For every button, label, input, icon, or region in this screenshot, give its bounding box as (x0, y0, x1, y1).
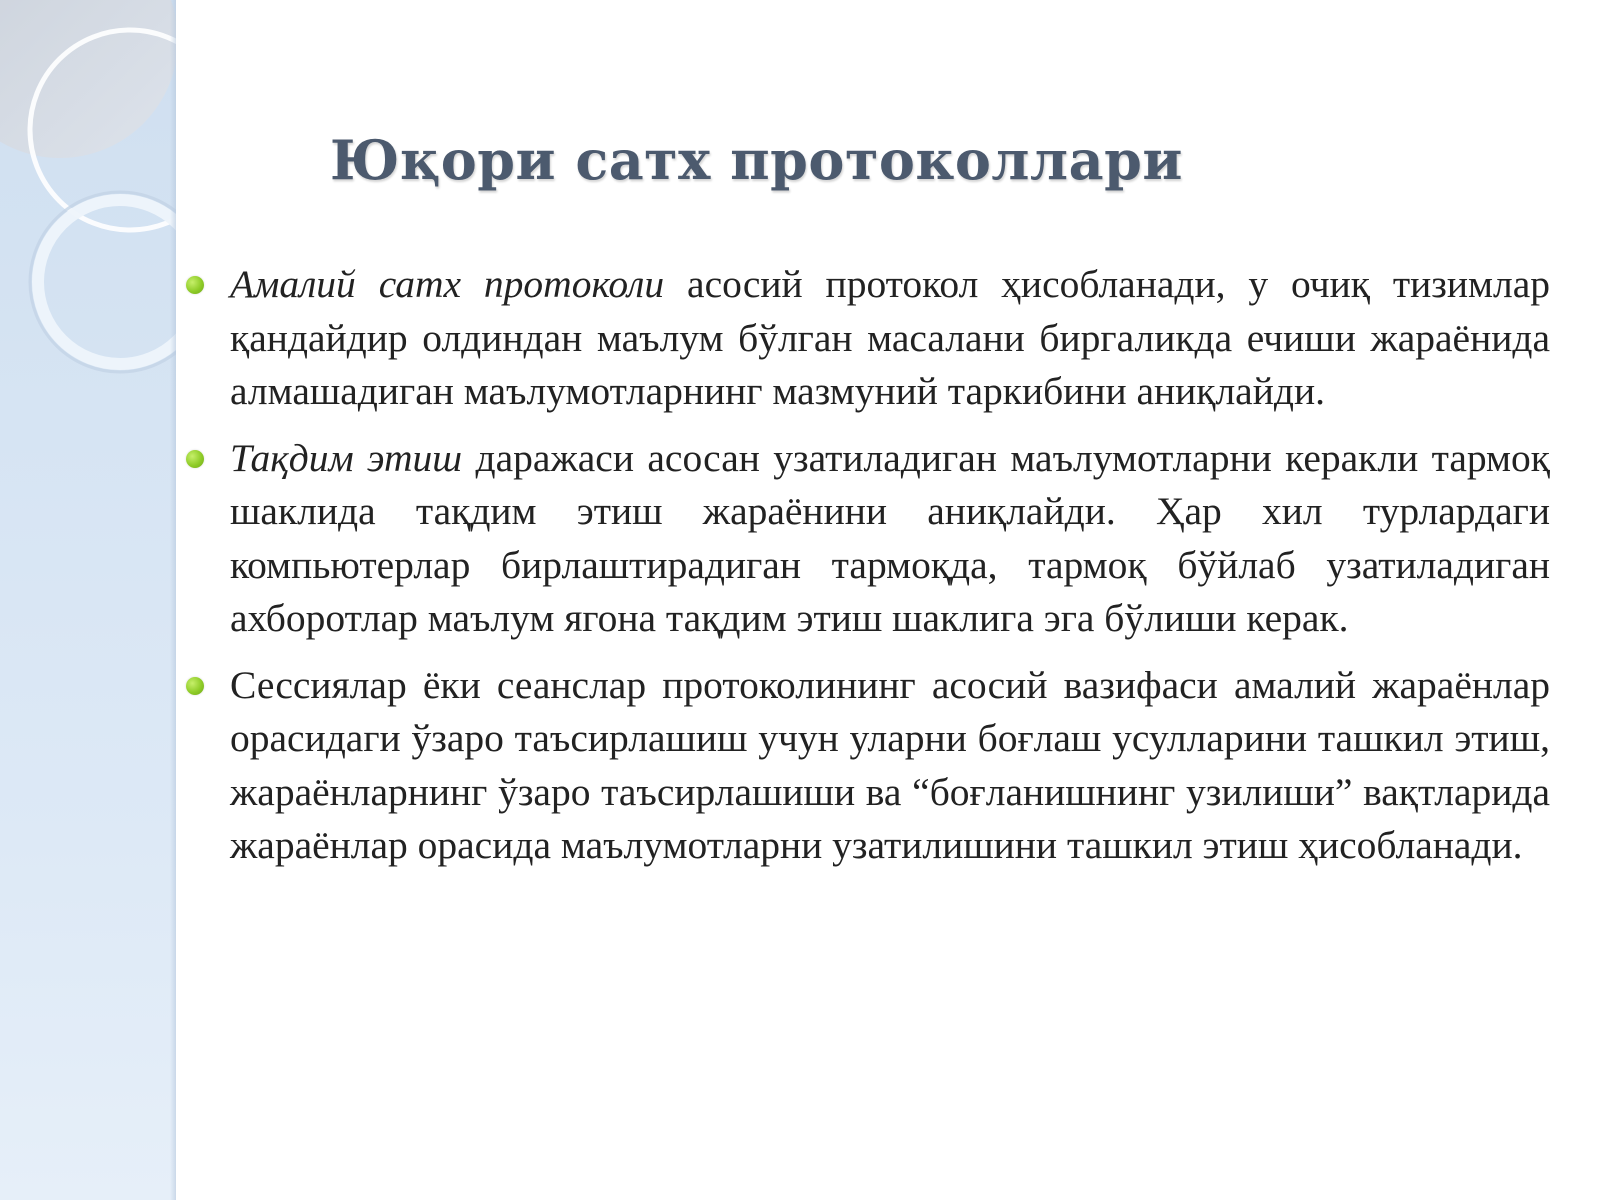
list-item (230, 258, 1550, 419)
bullet-term: Амалий сатх протоколи (230, 262, 665, 306)
green-dot-bullet-icon (186, 450, 204, 468)
list-item (230, 659, 1550, 873)
decor-circle-gray (0, 0, 176, 158)
side-panel-edge (170, 0, 176, 1200)
green-dot-bullet-icon (186, 276, 204, 294)
list-item (230, 432, 1550, 646)
bullet-term: Тақдим этиш (230, 435, 463, 480)
slide-title: Юқори сатх протоколлари (330, 128, 1183, 192)
decor-ring-shadow (30, 192, 176, 372)
bullet-text: Сессиялар ёки сеанслар протоколининг асосий вазифаси амалий жараёнлар орасидаги ўзаро таъсирлашиш учун уларни боғлаш усулларини ташкил этиш, жараёнларнинг ўзаро таъсирлашиши ва “боғланишнинг узилиши” вақтларида жараёнлар орасида маълумотларни узатилишини ташкил этиш ҳисобланади. (230, 662, 1550, 867)
green-dot-bullet-icon (186, 677, 204, 695)
bullet-text: асосий протокол ҳисобланади, у очиқ тизимлар қандайдир олдиндан маълум бўлган масалани биргаликда ечиши жараёнида алмашадиган маълумотларнинг мазмуний таркибини аниқлайди. (230, 262, 1550, 413)
decorative-circles (0, 0, 176, 1200)
decorative-side-panel (0, 0, 176, 1200)
bullet-list (230, 258, 1550, 886)
bullet-text: даражаси асосан узатиладиган маълумотларни керакли тармоқ шаклида тақдим этиш жараёнини аниқлайди. Ҳар хил турлардаги компьютерлар бирлаштирадиган тармоқда, тармоқ бўйлаб узатиладиган ахборотлар маълум ягона тақдим этиш шаклига эга бўлиши керак. (230, 435, 1550, 640)
